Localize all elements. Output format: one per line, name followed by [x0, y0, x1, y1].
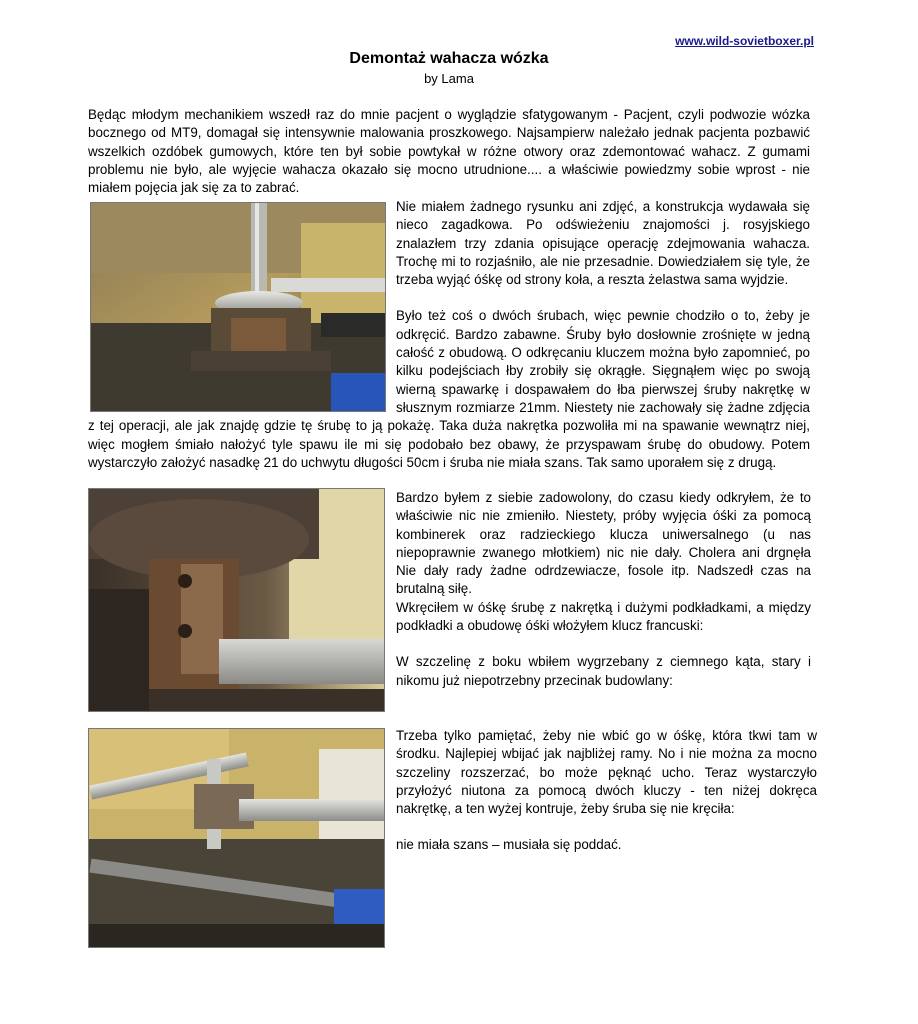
intro-paragraph: Będąc młodym mechanikiem wszedł raz do mnie pacjent o wyglądzie sfatygowanym - Pacjent, czyli podwozie wózka bocznego od MT9, domagał się intensywnie malowania proszkowego. Najsampierw należało jednak pacjenta pozbawić wszelkich ozdóbek gumowych, które ten był sobie powtykał w różne otwory oraz zdemontować wahacz. Z gumami problemu nie było, ale wyjęcie wahacza okazało się mocno utrudnione.... a właściwie powiedzmy sobie wprost - nie miałem pojęcia jak się za to zabrać. [88, 107, 810, 196]
section-2-paragraph-3: W szczelinę z boku wbiłem wygrzebany z ciemnego kąta, stary i nikomu już niepotrzebny przecinak budowlany: [396, 654, 811, 688]
photo-nut-on-bolt [90, 202, 386, 412]
photo-wrench-in-gap [88, 488, 385, 712]
site-link[interactable]: www.wild-sovietboxer.pl [675, 34, 814, 48]
section-3-paragraph-2: nie miała szans – musiała się poddać. [396, 837, 622, 853]
section-1-paragraph-1: Nie miałem żadnego rysunku ani zdjęć, a konstrukcja wydawała się nieco zagadkowa. Po odświeżeniu znajomości j. rosyjskiego znalazłem trzy zdania opisujące operację zdejmowania wahacza. Trochę mi to rozjaśniło, ale nie przesadnie. Dowiedziałem się tyle, że trzeba wyjąć óśkę od strony koła, a reszta żelastwa sama wyjdzie. [396, 199, 810, 288]
page-title: Demontaż wahacza wózka [349, 50, 549, 67]
author-byline: by Lama [424, 71, 474, 86]
section-3-paragraph-1: Trzeba tylko pamiętać, żeby nie wbić go w óśkę, która tkwi tam w środku. Najlepiej wbijać jak najbliżej ramy. No i nie można za mocno szczeliny rozszerzać, bo może pęknąć ucho. Teraz wystarczyło przyłożyć niutona za pomocą dwóch kluczy - ten niżej dokręca nakrętkę, a ten wyżej kontruje, żeby śruba się nie kręciła: [396, 728, 817, 817]
section-3 [396, 727, 817, 855]
section-1 [88, 198, 810, 472]
section-2-paragraph-2: Wkręciłem w óśkę śrubę z nakrętką i dużymi podkładkami, a między podkładki a obudowę óśki włożyłem klucz francuski: [396, 599, 811, 634]
section-2-paragraph-1: Bardzo byłem z siebie zadowolony, do czasu kiedy odkryłem, że to właściwie nic nie zmieniło. Niestety, próby wyjęcia óśki za pomocą kombinerek oraz radzieckiego klucza uniwersalnego (u nas niepoprawnie zwanego młotkiem) nic nie dały. Cholera ani drgnęła Nie dały rady żadne odrdzewiacze, fosole itp. Nadszedł czas na brutalną siłę. [396, 490, 811, 597]
photo-two-wrenches [88, 728, 385, 948]
section-1-paragraph-2: Było też coś o dwóch śrubach, więc pewnie chodziło o to, żeby je odkręcić. Bardzo zabawne. Śruby było dosłownie zrośnięte w jedną całość z obudową. O odkręcaniu kluczem można było zapomnieć, po kilku podejściach łby zrobiły się okrągłe. Sięgnąłem więc po swoją wierną spawarkę i dospawałem do łba pierwszej śruby nakrętkę w słusznym rozmiarze 21mm. Niestety nie zachowały się żadne zdjęcia z tej operacji, ale jak znajdę gdzie tę śrubę to ją pokażę. Taka duża nakrętka pozwoliła mi na spawanie wewnątrz niej, więc mogłem śmiało nałożyć tyle spawu ile mi się podobało bez obawy, że przyspawam śrubę do obudowy. Potem wystarczyło założyć nasadkę 21 do uchwytu długości 50cm i śruba nie miała szans. Tak samo uporałem się z drugą. [88, 308, 810, 470]
section-2 [396, 489, 811, 690]
